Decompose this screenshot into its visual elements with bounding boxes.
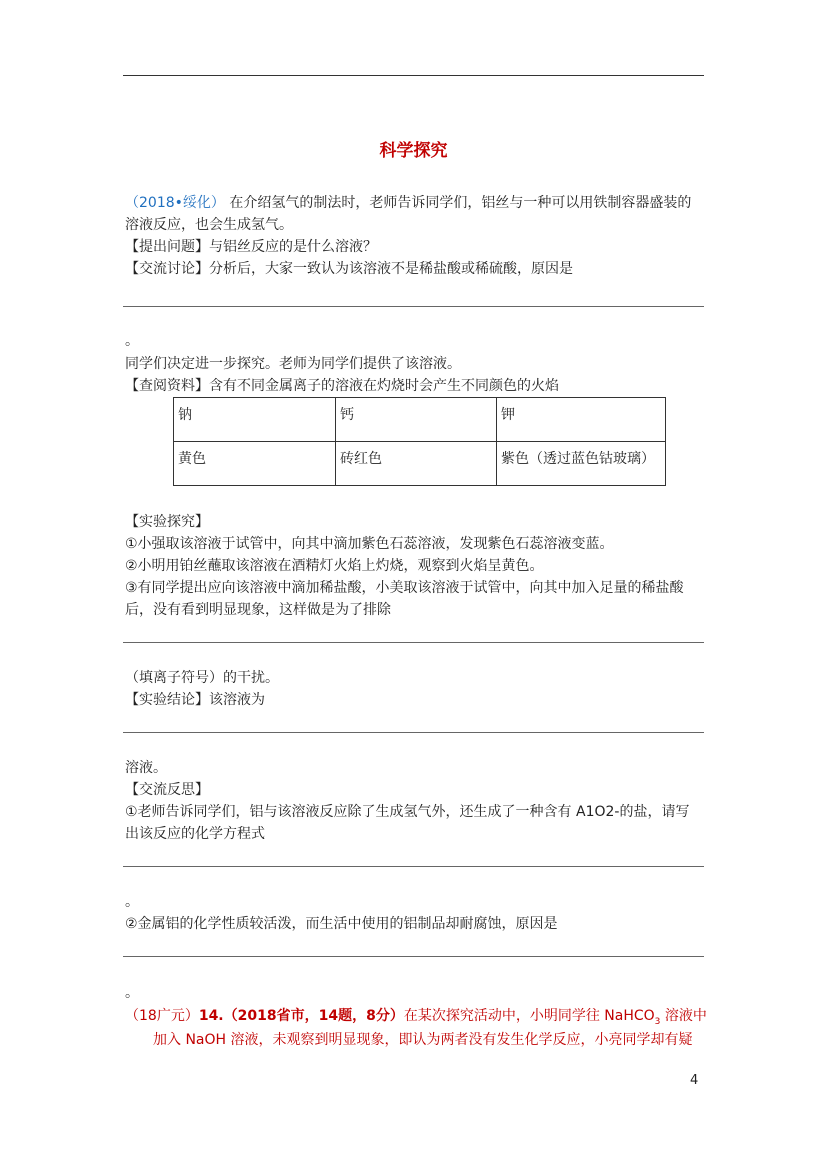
end-mark-2: 。 bbox=[125, 894, 139, 910]
q1-conclusion: 【实验结论】该溶液为 bbox=[125, 692, 265, 708]
end-mark-3: 。 bbox=[125, 985, 139, 1001]
page-title: 科学探究 bbox=[379, 141, 448, 161]
q2-line-1 bbox=[125, 1006, 707, 1032]
table-row bbox=[174, 398, 666, 442]
q1-step-3-line-2: 后，没有看到明显现象，这样做是为了排除 bbox=[125, 602, 391, 618]
q1-source: （2018•绥化） bbox=[125, 195, 225, 211]
q2-subscript: 3 bbox=[654, 1016, 661, 1027]
table-cell: 砖红色 bbox=[336, 442, 497, 486]
q1-reflect-1-line-1: ①老师告诉同学们，铝与该溶液反应除了生成氢气外，还生成了一种含有 A1O2-的盐，请写 bbox=[125, 804, 690, 820]
q1-intro-line-1 bbox=[125, 193, 691, 213]
q2-text-tail: 溶液中 bbox=[660, 1008, 707, 1024]
q1-intro-text: 在介绍氢气的制法时，老师告诉同学们，铝丝与一种可以用铁制容器盛装的 bbox=[224, 195, 692, 211]
table-row bbox=[174, 442, 666, 486]
q1-step-3-line-1: ③有同学提出应向该溶液中滴加稀盐酸，小美取该溶液于试管中，向其中加入足量的稀盐酸 bbox=[125, 580, 684, 596]
table-cell: 紫色（透过蓝色钴玻璃） bbox=[497, 442, 666, 486]
q1-discuss: 【交流讨论】分析后，大家一致认为该溶液不是稀盐酸或稀硫酸，原因是 bbox=[125, 261, 573, 277]
q2-text: 在某次探究活动中，小明同学往 NaHCO bbox=[403, 1008, 655, 1024]
q1-ask: 【提出问题】与铝丝反应的是什么溶液？ bbox=[125, 239, 377, 255]
q2-source: （18广元） bbox=[125, 1008, 199, 1024]
q1-reflect: 【交流反思】 bbox=[125, 782, 209, 798]
q1-fill-ion: （填离子符号）的干扰。 bbox=[125, 670, 279, 686]
flame-color-table bbox=[173, 397, 666, 486]
q2-line-2: 加入 NaOH 溶液，未观察到明显现象，即认为两者没有发生化学反应，小亮同学却有疑 bbox=[153, 1032, 693, 1048]
q1-decide: 同学们决定进一步探究。老师为同学们提供了该溶液。 bbox=[125, 356, 461, 372]
end-mark-1: 。 bbox=[125, 333, 139, 349]
q1-step-1: ①小强取该溶液于试管中，向其中滴加紫色石蕊溶液，发现紫色石蕊溶液变蓝。 bbox=[125, 536, 614, 552]
page-number: 4 bbox=[690, 1073, 699, 1088]
q1-intro-line-2: 溶液反应，也会生成氢气。 bbox=[125, 217, 293, 233]
q1-reflect-2: ②金属铝的化学性质较活泼，而生活中使用的铝制品却耐腐蚀，原因是 bbox=[125, 916, 558, 932]
q1-step-2: ②小明用铂丝蘸取该溶液在酒精灯火焰上灼烧，观察到火焰呈黄色。 bbox=[125, 558, 544, 574]
table-cell: 钾 bbox=[497, 398, 666, 442]
table-cell: 钙 bbox=[336, 398, 497, 442]
header-rule bbox=[123, 75, 704, 76]
q1-reflect-1-line-2: 出该反应的化学方程式 bbox=[125, 826, 265, 842]
answer-line-4 bbox=[123, 866, 704, 867]
q1-consult: 【查阅资料】含有不同金属离子的溶液在灼烧时会产生不同颜色的火焰 bbox=[125, 378, 559, 394]
answer-line-2 bbox=[123, 642, 704, 643]
answer-line-3 bbox=[123, 732, 704, 733]
answer-line-5 bbox=[123, 956, 704, 957]
q1-explore: 【实验探究】 bbox=[125, 514, 209, 530]
table-cell: 黄色 bbox=[174, 442, 336, 486]
answer-line-1 bbox=[123, 306, 704, 307]
q2-label: 14.（2018省市，14题，8分） bbox=[198, 1008, 404, 1024]
q1-solution-end: 溶液。 bbox=[125, 760, 167, 776]
table-cell: 钠 bbox=[174, 398, 336, 442]
